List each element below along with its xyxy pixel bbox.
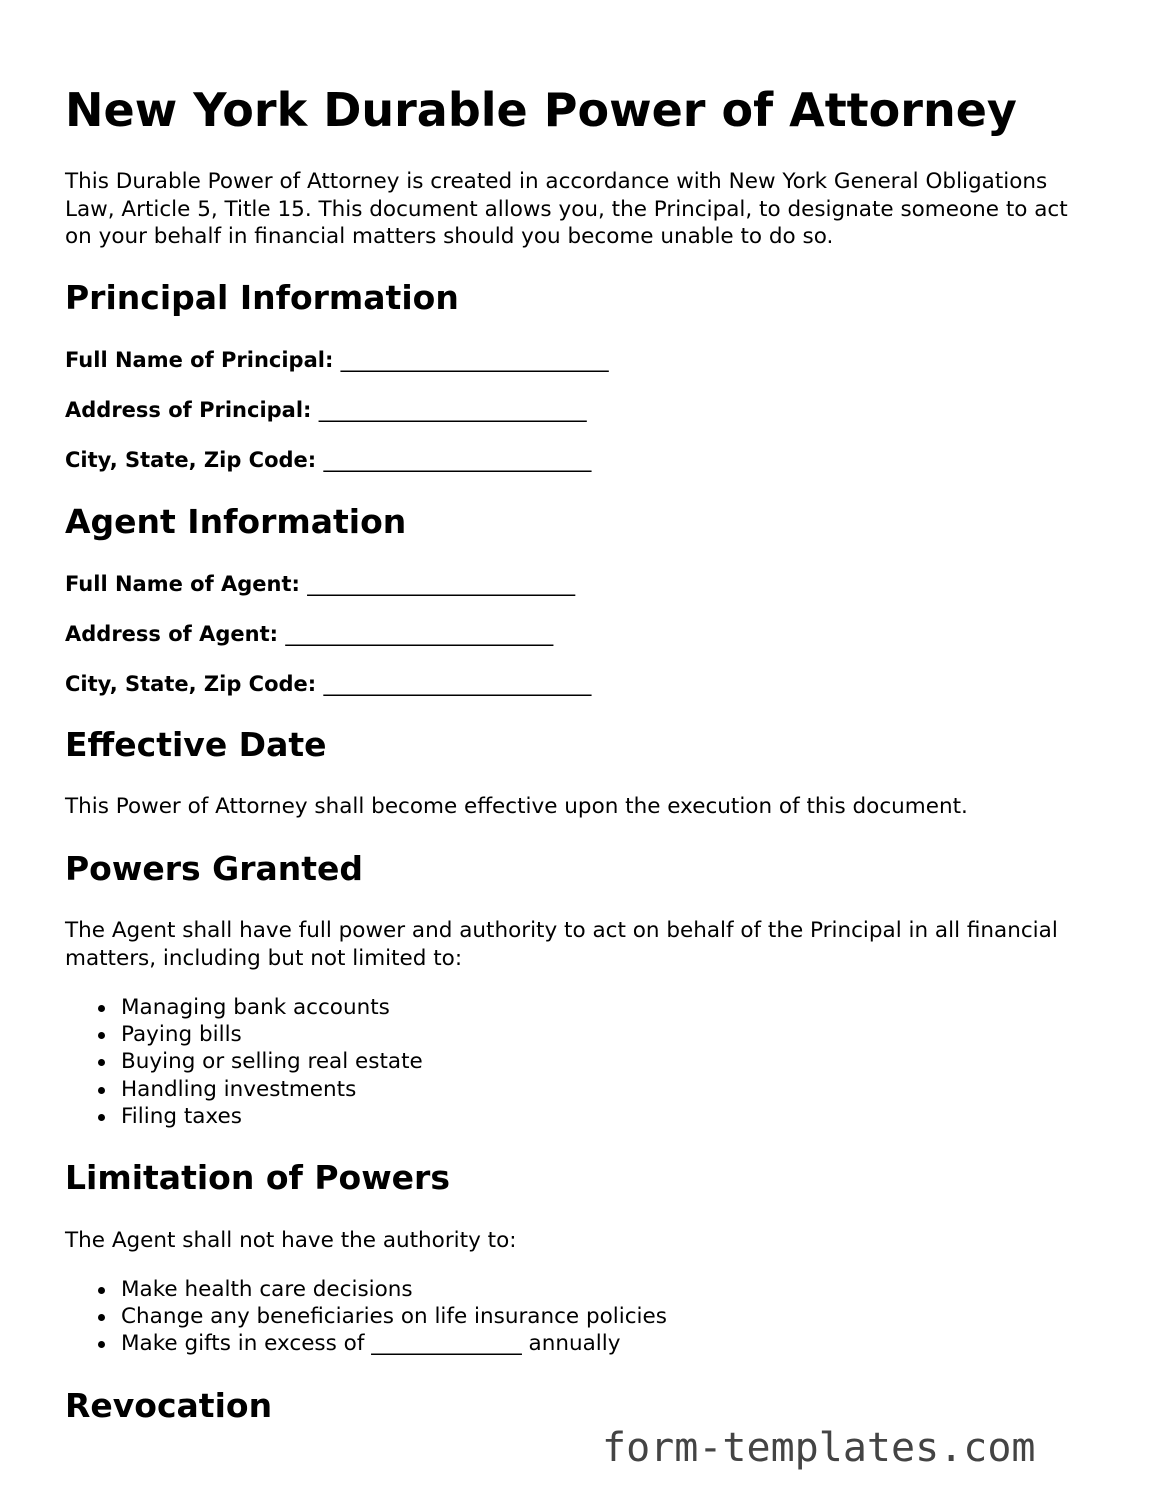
agent-city-state-zip-field[interactable] xyxy=(65,671,591,697)
agent-information-heading: Agent Information xyxy=(65,502,407,541)
principal-full-name-field[interactable] xyxy=(65,347,608,373)
field-label: Full Name of Agent: xyxy=(65,572,300,596)
list-item: Change any beneficiaries on life insurance policies xyxy=(65,1303,667,1330)
list-item: Make health care decisions xyxy=(65,1276,667,1303)
agent-address-field[interactable] xyxy=(65,621,553,647)
field-blank-line[interactable]: ___________________________ xyxy=(307,572,575,596)
agent-full-name-field[interactable] xyxy=(65,571,575,597)
field-blank-line[interactable]: ___________________________ xyxy=(323,672,591,696)
watermark-text: form-templates.com xyxy=(602,1425,1036,1471)
field-label: Address of Principal: xyxy=(65,398,312,422)
field-label: Full Name of Principal: xyxy=(65,348,334,372)
field-blank-line[interactable]: ___________________________ xyxy=(285,622,553,646)
limitation-of-powers-heading: Limitation of Powers xyxy=(65,1158,450,1197)
limitation-of-powers-text: The Agent shall not have the authority to: xyxy=(65,1228,517,1253)
principal-information-heading: Principal Information xyxy=(65,278,459,317)
powers-granted-text: The Agent shall have full power and authority to act on behalf of the Principal in all financial matters, including but not limited to: xyxy=(65,918,1058,971)
field-blank-line[interactable]: ___________________________ xyxy=(340,348,608,372)
field-label: City, State, Zip Code: xyxy=(65,672,317,696)
list-item: Make gifts in excess of ______________ annually xyxy=(65,1330,667,1357)
field-label: City, State, Zip Code: xyxy=(65,448,317,472)
principal-city-state-zip-field[interactable] xyxy=(65,447,591,473)
revocation-heading: Revocation xyxy=(65,1386,273,1425)
list-item: Paying bills xyxy=(65,1021,423,1048)
field-blank-line[interactable]: ___________________________ xyxy=(318,398,587,422)
list-item: Buying or selling real estate xyxy=(65,1048,423,1075)
document-title: New York Durable Power of Attorney xyxy=(65,83,1017,137)
limitation-of-powers-list xyxy=(65,1276,667,1358)
effective-date-text: This Power of Attorney shall become effective upon the execution of this document. xyxy=(65,794,968,819)
list-item: Handling investments xyxy=(65,1076,423,1103)
powers-granted-list xyxy=(65,994,423,1130)
list-item: Managing bank accounts xyxy=(65,994,423,1021)
list-item: Filing taxes xyxy=(65,1103,423,1130)
principal-address-field[interactable] xyxy=(65,397,586,423)
field-label: Address of Agent: xyxy=(65,622,279,646)
field-blank-line[interactable]: ___________________________ xyxy=(323,448,591,472)
powers-granted-heading: Powers Granted xyxy=(65,849,364,888)
effective-date-heading: Effective Date xyxy=(65,725,327,764)
intro-paragraph: This Durable Power of Attorney is created in accordance with New York General Obligations Law, Article 5, Title 15. This document allows you, the Principal, to designate someone to act on your behalf in financial matters should you become unable to do so. xyxy=(65,169,1068,249)
